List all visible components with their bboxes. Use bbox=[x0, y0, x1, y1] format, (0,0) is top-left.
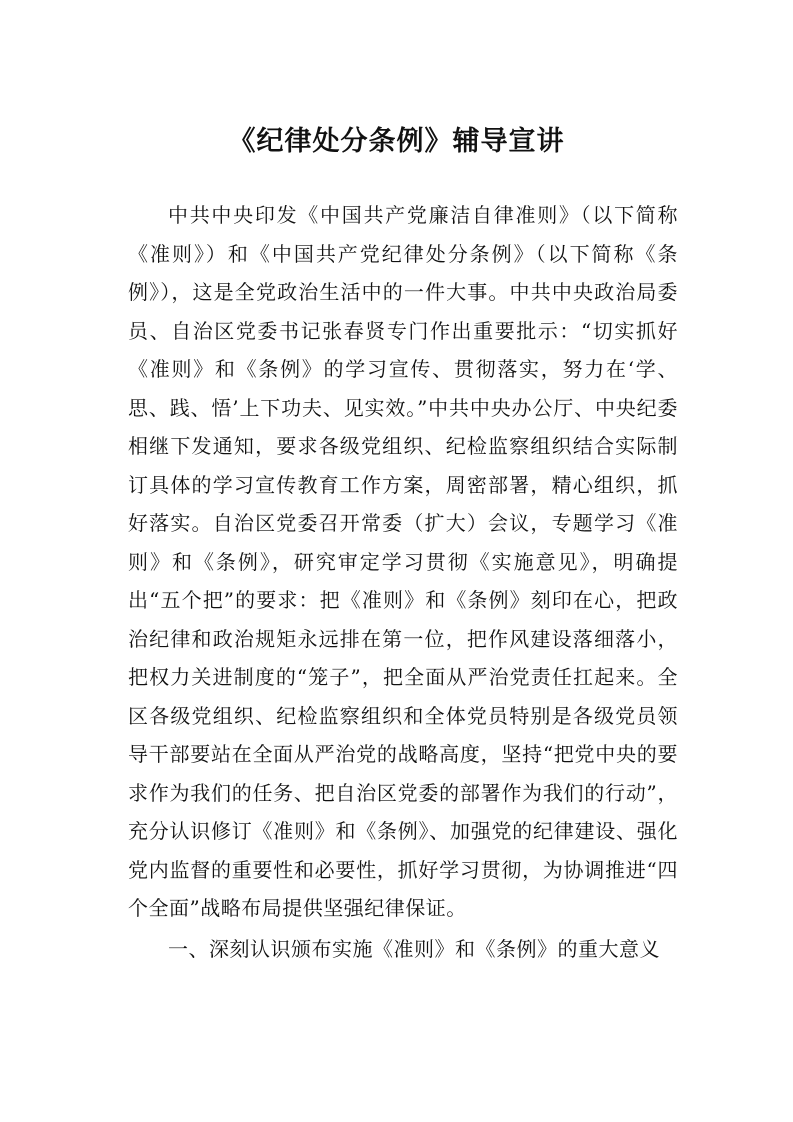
document-body bbox=[128, 196, 678, 968]
intro-paragraph: 中共中央印发《中国共产党廉洁自律准则》（以下简称《准则》）和《中国共产党纪律处分条例》（以下简称《条例》），这是全党政治生活中的一件大事。中共中央政治局委员、自治区党委书记张春贤专门作出重要批示：“切实抓好《准则》和《条例》的学习宣传、贯彻落实，努力在‘学、思、践、悟’上下功夫、见实效。”中共中央办公厅、中央纪委相继下发通知，要求各级党组织、纪检监察组织结合实际制订具体的学习宣传教育工作方案，周密部署，精心组织，抓好落实。自治区党委召开常委（扩大）会议，专题学习《准则》和《条例》，研究审定学习贯彻《实施意见》，明确提出“五个把”的要求：把《准则》和《条例》刻印在心，把政治纪律和政治规矩永远排在第一位，把作风建设落细落小，把权力关进制度的“笼子”，把全面从严治党责任扛起来。全区各级党组织、纪检监察组织和全体党员特别是各级党员领导干部要站在全面从严治党的战略高度，坚持“把党中央的要求作为我们的任务、把自治区党委的部署作为我们的行动”，充分认识修订《准则》和《条例》、加强党的纪律建设、强化党内监督的重要性和必要性，抓好学习贯彻，为协调推进“四个全面”战略布局提供坚强纪律保证。 bbox=[128, 203, 678, 920]
document-title: 《纪律处分条例》辅导宣讲 bbox=[228, 126, 565, 157]
section-heading-1: 一、深刻认识颁布实施《准则》和《条例》的重大意义 bbox=[168, 936, 660, 961]
